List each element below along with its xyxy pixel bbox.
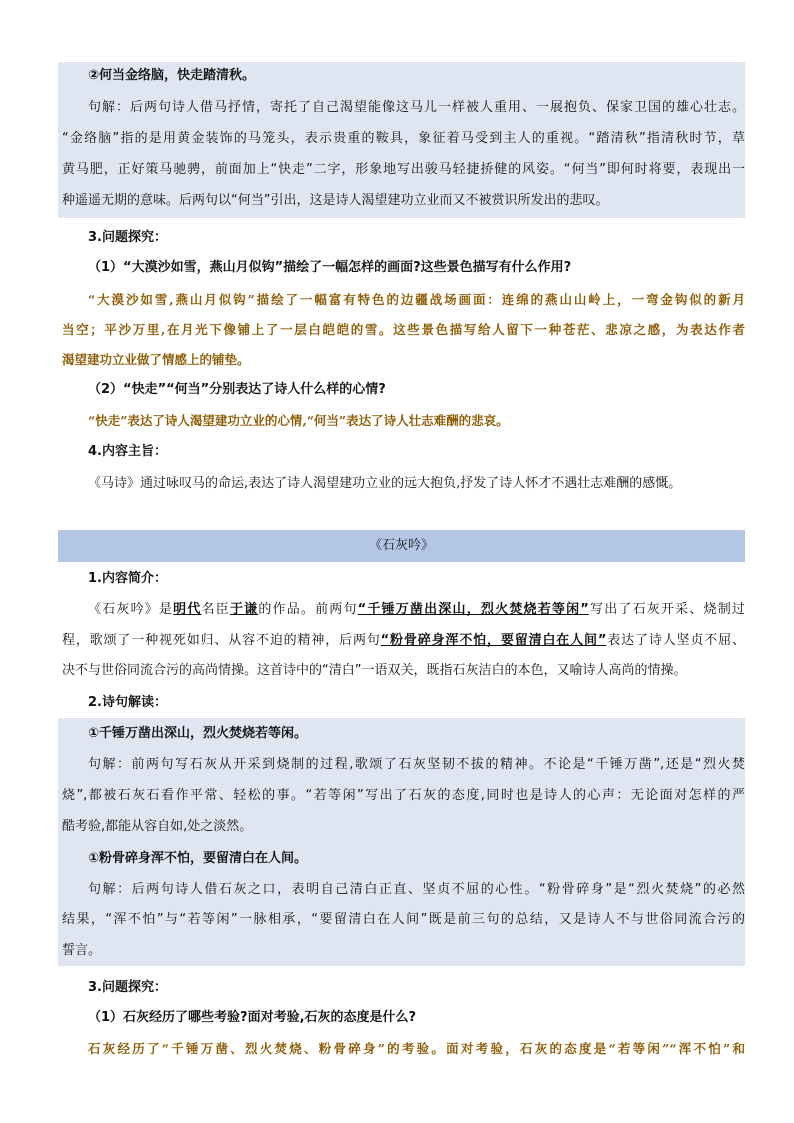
intro-author: 于谦 <box>229 602 259 617</box>
intro-quote: “千锤万凿出深山，烈火焚烧若等闲” <box>357 602 589 617</box>
intro-text: 名臣 <box>201 602 230 617</box>
explanation-line: 句解：前两句写石灰从开采到烧制的过程,歌颂了石灰坚韧不拔的精神。不论是“千锤万凿”,还是“烈火焚 <box>88 757 745 772</box>
intro-line: 决不与世俗同流合污的高尚情操。这首诗中的“清白”一语双关，既指石灰洁白的本色，又喻诗人高尚的情操。 <box>62 663 687 678</box>
question: （1）“大漠沙如雪，燕山月似钩”描绘了一幅怎样的画面?这些景色描写有什么作用? <box>88 260 572 275</box>
verse-heading: ②何当金络脑，快走踏清秋。 <box>88 68 256 83</box>
explanation-line: 酷考验,都能从容自如,处之淡然。 <box>62 819 253 834</box>
section-heading: 3.问题探究： <box>88 980 167 995</box>
intro-dynasty: 明代 <box>173 602 202 617</box>
poem-title: 《石灰吟》 <box>368 538 434 553</box>
section-heading: 1.内容简介： <box>88 571 167 586</box>
intro-text: 写出了石灰开采、烧制过 <box>588 602 745 617</box>
explanation-line: 句解：后两句诗人借石灰之口，表明自己清白正直、坚贞不屈的心性。“粉骨碎身”是“烈火焚烧”的必然 <box>88 882 745 897</box>
question: （1）石灰经历了哪些考验?面对考验,石灰的态度是什么? <box>88 1010 417 1025</box>
intro-text: 程，歌颂了一种视死如归、从容不迫的精神，后两句 <box>62 633 381 648</box>
intro-line <box>62 631 745 651</box>
intro-text: 的作品。前两句 <box>258 602 358 617</box>
answer-line: 当空；平沙万里,在月光下像铺上了一层白皑皑的雪。这些景色描写给人留下一种苍茫、悲凉之感，为表达作者 <box>62 322 745 337</box>
explanation-line: 种遥遥无期的意味。后两句以“何当”引出，这是诗人渴望建功立业而又不被赏识所发出的悲叹。 <box>62 193 609 208</box>
section-heading: 4.内容主旨： <box>88 444 167 459</box>
verse-heading: ①粉骨碎身浑不怕，要留清白在人间。 <box>88 851 308 866</box>
section-heading: 3.问题探究： <box>88 230 167 245</box>
question: （2）“快走”“何当”分别表达了诗人什么样的心情? <box>88 382 386 397</box>
explanation-line: 结果，“浑不怕”与“若等闲”一脉相承，“要留清白在人间”既是前三句的总结，又是诗人不与世俗同流合污的 <box>62 912 745 927</box>
intro-text: 《石灰吟》是 <box>88 602 174 617</box>
answer-line: “快走”表达了诗人渴望建功立业的心情,“何当”表达了诗人壮志难酬的悲哀。 <box>88 413 509 428</box>
explanation-line: 誓言。 <box>62 943 102 958</box>
theme-text: 《马诗》通过咏叹马的命运,表达了诗人渴望建功立业的远大抱负,抒发了诗人怀才不遇壮志难酬的感慨。 <box>88 476 682 491</box>
explanation-line: 烧”,都被石灰石看作平常、轻松的事。“若等闲”写出了石灰的态度,同时也是诗人的心声：无论面对怎样的严 <box>62 788 745 803</box>
explanation-line: 黄马肥，正好策马驰骋，前面加上“快走”二字，形象地写出骏马轻捷挢健的风姿。“何当”即何时将要，表现出一 <box>62 162 745 177</box>
intro-line <box>88 600 745 620</box>
section-heading: 2.诗句解读： <box>88 695 167 710</box>
explanation-line: “金络脑”指的是用黄金装饰的马笼头，表示贵重的鞍具，象征着马受到主人的重视。“踏清秋”指清秋时节，草 <box>62 131 745 146</box>
answer-line: 石灰经历了“千锤万凿、烈火焚烧、粉骨碎身”的考验。面对考验，石灰的态度是“若等闲”“浑不怕”和 <box>88 1041 745 1056</box>
answer-line: 渴望建功立业做了情感上的铺垫。 <box>62 352 250 367</box>
explanation-line: 句解：后两句诗人借马抒情，寄托了自己渴望能像这马儿一样被人重用、一展抱负、保家卫国的雄心壮志。 <box>88 100 745 115</box>
intro-text: 表达了诗人坚贞不屈、 <box>606 633 745 648</box>
intro-quote: “粉骨碎身浑不怕，要留清白在人间” <box>380 633 607 648</box>
verse-heading: ①千锤万凿出深山，烈火焚烧若等闲。 <box>88 726 308 741</box>
answer-line: “大漠沙如雪,燕山月似钩”描绘了一幅富有特色的边疆战场画面：连绵的燕山山岭上，一弯金钩似的新月 <box>88 292 745 307</box>
